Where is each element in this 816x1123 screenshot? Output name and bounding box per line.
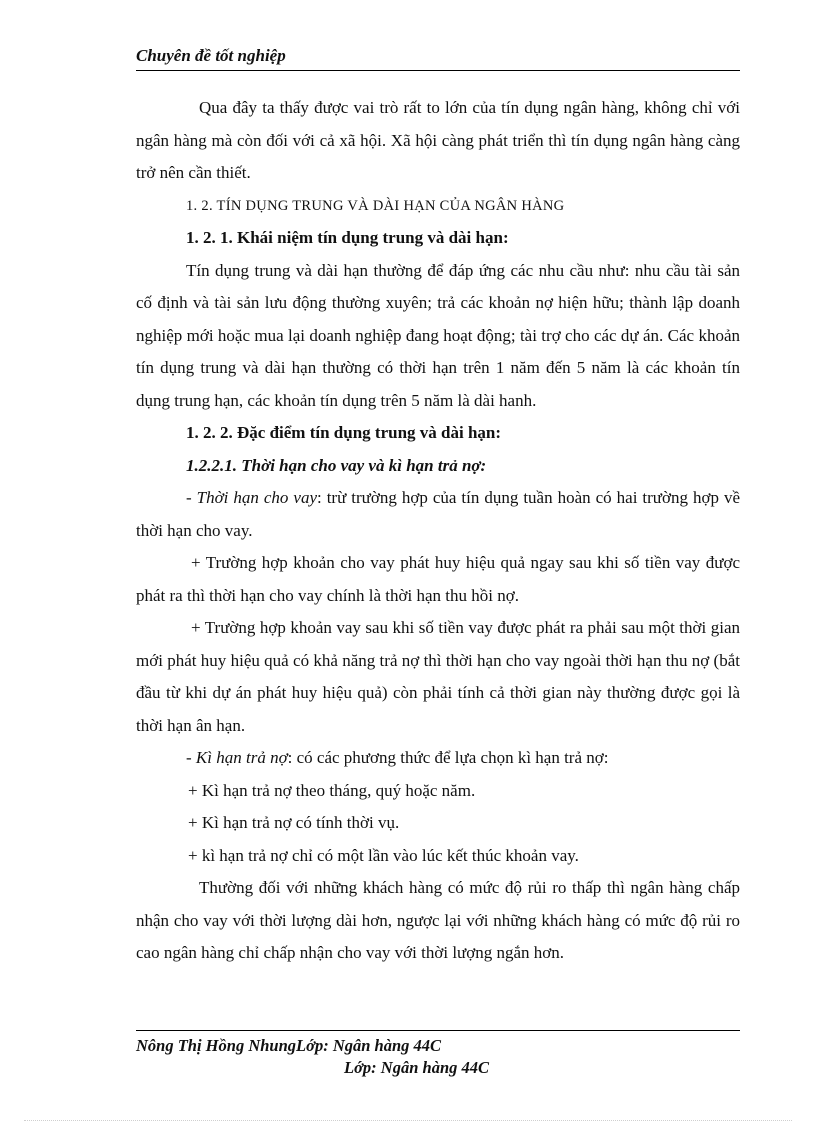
term-loan-period: Thời hạn cho vay: [196, 488, 317, 507]
subsubsection-heading-term: 1.2.2.1. Thời hạn cho vay và kì hạn trả nợ:: [186, 455, 487, 475]
subsection-heading-features: 1. 2. 2. Đặc điểm tín dụng trung và dài hạn:: [186, 423, 502, 442]
document-header-title: Chuyên đề tốt nghiệp: [136, 46, 286, 65]
footer-class: Lớp: Ngân hàng 44C: [296, 1036, 442, 1055]
subsection-heading-concept: 1. 2. 1. Khái niệm tín dụng trung và dài hạn:: [186, 228, 509, 247]
repayment-period-text: : có các phương thức để lựa chọn kì hạn trả nợ:: [287, 748, 609, 767]
paragraph-intro: Qua đây ta thấy được vai trò rất to lớn của tín dụng ngân hàng, không chỉ với ngân hàng mà còn đối với cả xã hội. Xã hội càng phát triển thì tín dụng ngân hàng càng trở nên cần thiết.: [136, 98, 740, 182]
header-rule: [136, 70, 740, 71]
section-heading: 1. 2. TÍN DỤNG TRUNG VÀ DÀI HẠN CỦA NGÂN HÀNG: [186, 197, 565, 214]
footer-rule: [136, 1030, 740, 1031]
term-repayment-period: Kì hạn trả nợ: [195, 748, 288, 767]
list-item: + Kì hạn trả nợ theo tháng, quý hoặc năm.: [188, 780, 476, 800]
footer-author: Nông Thị Hồng Nhung: [136, 1036, 297, 1055]
paragraph-conclusion: Thường đối với những khách hàng có mức độ rủi ro thấp thì ngân hàng chấp nhận cho vay với thời lượng dài hơn, ngược lại với những khách hàng có mức độ rủi ro cao ngân hàng chỉ chấp nhận cho vay với thời lượng ngắn hơn.: [136, 878, 740, 962]
paragraph-case-2: + Trường hợp khoản vay sau khi số tiền vay được phát ra phải sau một thời gian mới phát huy hiệu quả có khả năng trả nợ thì thời hạn cho vay ngoài thời hạn thu nợ (bắt đầu từ khi dự án phát huy hiệu quả) còn phải tính cả thời gian này thường được gọi là thời hạn ân hạn.: [136, 618, 740, 735]
paragraph-repayment-term: - Kì hạn trả nợ: có các phương thức để lựa chọn kì hạn trả nợ:: [186, 748, 609, 767]
list-item: + kì hạn trả nợ chỉ có một lần vào lúc kết thúc khoản vay.: [188, 845, 579, 865]
paragraph-case-1: + Trường hợp khoản cho vay phát huy hiệu quả ngay sau khi số tiền vay được phát ra thì thời hạn cho vay chính là thời hạn thu hồi nợ.: [136, 553, 740, 605]
footer-class-line: Lớp: Ngân hàng 44C: [344, 1058, 490, 1077]
list-item: + Kì hạn trả nợ có tính thời vụ.: [188, 813, 400, 832]
document-body: [136, 92, 740, 970]
footer-author-line: [136, 1036, 441, 1056]
page-edge-divider: [24, 1120, 792, 1121]
paragraph-loan-term: - Thời hạn cho vay: trừ trường hợp của tín dụng tuần hoàn có hai trường hợp về thời hạn cho vay.: [136, 488, 740, 540]
paragraph-concept: Tín dụng trung và dài hạn thường để đáp ứng các nhu cầu như: nhu cầu tài sản cố định và tài sản lưu động thường xuyên; trả các khoản nợ hiện hữu; thành lập doanh nghiệp mới hoặc mua lại doanh nghiệp đang hoạt động; tài trợ cho các dự án. Các khoản tín dụng trung và dài hạn thường có thời hạn trên 1 năm đến 5 năm là các khoản tín dụng trung hạn, các khoản tín dụng trên 5 năm là dài hanh.: [136, 260, 740, 410]
loan-period-text: : trừ trường hợp của tín dụng tuần hoàn có hai trường hợp về thời hạn cho vay.: [136, 488, 740, 540]
